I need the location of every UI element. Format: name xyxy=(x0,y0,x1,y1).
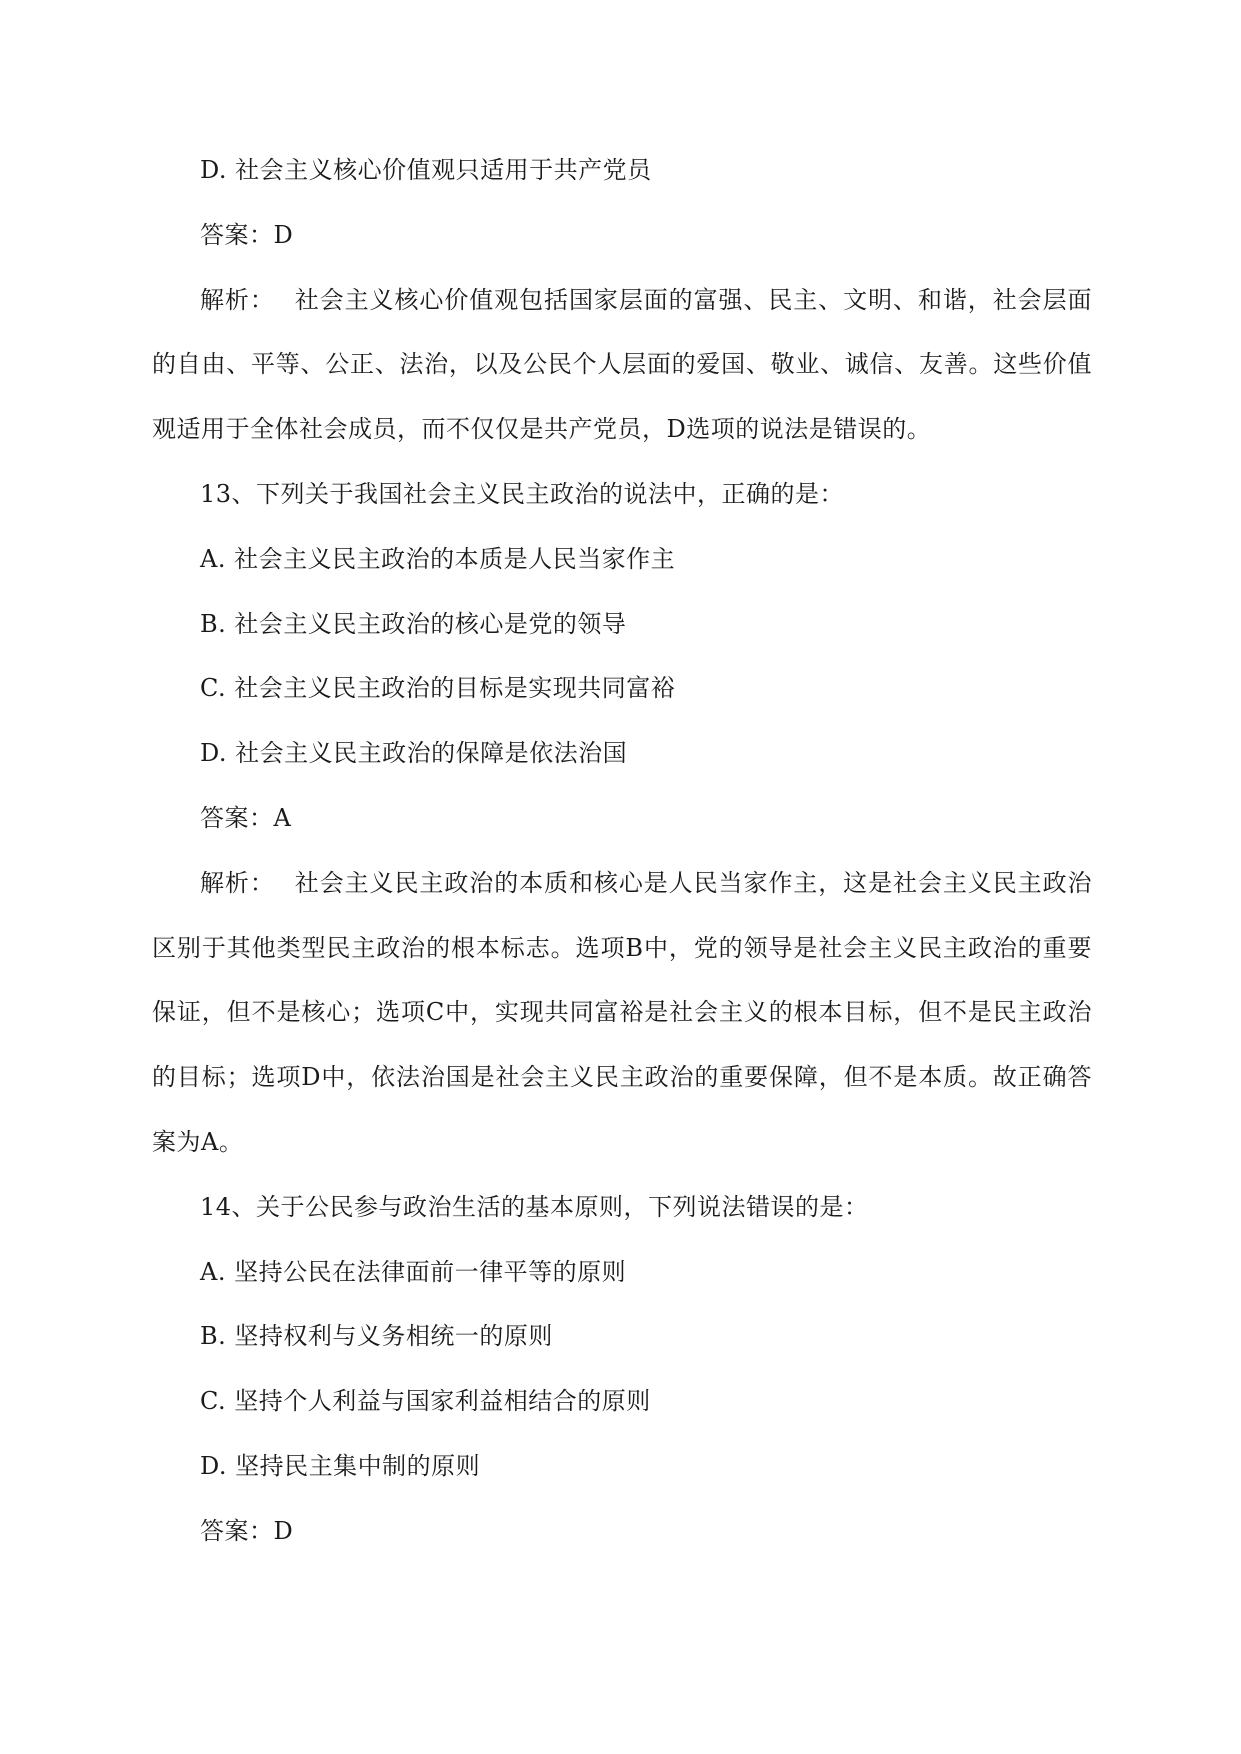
q13-explanation xyxy=(152,851,1092,1175)
q14-option-b: B. 坚持权利与义务相统一的原则 xyxy=(200,1322,553,1351)
q13-question: 13、下列关于我国社会主义民主政治的说法中，正确的是： xyxy=(200,479,845,508)
q12-option-d: D. 社会主义核心价值观只适用于共产党员 xyxy=(200,156,652,184)
q13-option-c: C. 社会主义民主政治的目标是实现共同富裕 xyxy=(200,674,676,703)
q14-question: 14、关于公民参与政治生活的基本原则，下列说法错误的是： xyxy=(200,1192,869,1221)
q13-option-d: D. 社会主义民主政治的保障是依法治国 xyxy=(200,739,628,768)
q13-explanation-label: 解析： xyxy=(200,868,275,897)
q13-option-a: A. 社会主义民主政治的本质是人民当家作主 xyxy=(200,544,676,573)
q14-option-c: C. 坚持个人利益与国家利益相结合的原则 xyxy=(200,1387,651,1416)
q13-explanation-text: 社会主义民主政治的本质和核心是人民当家作主，这是社会主义民主政治区别于其他类型民主政治的根本标志。选项B中，党的领导是社会主义民主政治的重要保证，但不是核心；选项C中，实现共同富裕是社会主义的根本目标，但不是民主政治的目标；选项D中，依法治国是社会主义民主政治的重要保障，但不是本质。故正确答案为A。 xyxy=(152,868,1092,1156)
q12-explanation xyxy=(152,268,1092,462)
document-body xyxy=(152,138,1092,1564)
q13-option-b: B. 社会主义民主政治的核心是党的领导 xyxy=(200,609,627,638)
q12-explanation-label: 解析： xyxy=(200,285,275,314)
q12-answer: 答案：D xyxy=(200,220,294,249)
q12-explanation-text: 社会主义核心价值观包括国家层面的富强、民主、文明、和谐，社会层面的自由、平等、公正、法治，以及公民个人层面的爱国、敬业、诚信、友善。这些价值观适用于全体社会成员，而不仅仅是共产党员，D选项的说法是错误的。 xyxy=(152,285,1092,444)
q13-answer: 答案：A xyxy=(200,803,292,832)
q14-option-a: A. 坚持公民在法律面前一律平等的原则 xyxy=(200,1257,627,1286)
q14-option-d: D. 坚持民主集中制的原则 xyxy=(200,1451,481,1480)
q14-answer: 答案：D xyxy=(200,1516,294,1545)
